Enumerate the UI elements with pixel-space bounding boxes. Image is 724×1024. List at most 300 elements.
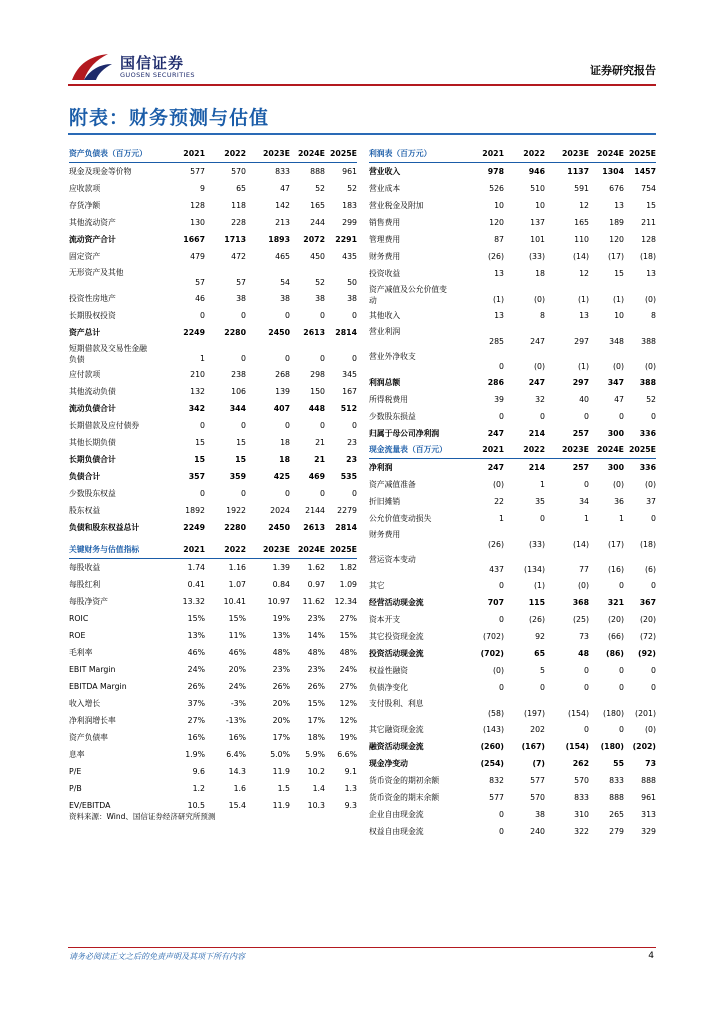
table-row — [369, 738, 656, 755]
cell-value: 1667 — [183, 234, 205, 244]
table-title: 现金流量表（百万元） — [369, 445, 447, 454]
row-label: 营业外净收支 — [369, 352, 416, 361]
table-row — [369, 679, 656, 696]
row-label: ROIC — [69, 614, 89, 623]
cell-value: 0 — [584, 479, 589, 489]
row-label: 息率 — [69, 750, 85, 759]
cell-value: 472 — [231, 251, 246, 261]
table-row — [69, 451, 357, 468]
cell-value: 1457 — [634, 166, 656, 176]
table-row — [369, 408, 656, 425]
cell-value: (180) — [600, 741, 624, 751]
cell-value: 1.4 — [312, 783, 325, 793]
cell-value: 0 — [320, 420, 325, 430]
logo-mark-icon — [70, 50, 114, 84]
cell-value: 279 — [609, 826, 624, 836]
table-row — [69, 163, 357, 180]
cell-value: 437 — [489, 565, 504, 574]
cell-value: 0 — [241, 420, 246, 430]
table-row — [69, 593, 357, 610]
cell-value: 52 — [315, 278, 325, 287]
cell-value: 27% — [187, 715, 205, 725]
source-note: 资料来源：Wind、国信证券经济研究所预测 — [69, 812, 216, 821]
table-row — [69, 265, 357, 290]
cell-value: 946 — [528, 166, 545, 176]
cell-value: 57 — [236, 278, 246, 287]
cell-value: 591 — [574, 183, 589, 193]
cell-value: 15 — [235, 454, 246, 464]
table-row — [369, 577, 656, 594]
table-row — [369, 510, 656, 527]
row-label: 公允价值变动损失 — [369, 514, 432, 523]
cell-value: (0) — [492, 479, 504, 489]
row-label: 流动资产合计 — [69, 235, 116, 244]
cell-value: 52 — [347, 183, 357, 193]
cell-value: (0) — [492, 665, 504, 675]
cell-value: 65 — [534, 648, 545, 658]
cash-flow-table — [369, 441, 656, 840]
cell-value: 46% — [228, 647, 246, 657]
cell-value: (33) — [528, 251, 545, 261]
cell-value: 12 — [579, 200, 589, 210]
cell-value: 257 — [572, 428, 589, 438]
cell-value: 754 — [641, 183, 656, 193]
cell-value: 34 — [579, 496, 589, 506]
cell-value: 286 — [487, 377, 504, 387]
cell-value: 106 — [231, 386, 246, 396]
row-label: 资产总计 — [69, 328, 101, 337]
column-year: 2025E — [329, 148, 357, 158]
row-label: 毛利率 — [69, 648, 93, 657]
cell-value: 407 — [273, 403, 290, 413]
cell-value: 0 — [499, 362, 504, 371]
table-row — [69, 468, 357, 485]
cell-value: 55 — [613, 758, 624, 768]
cell-value: (0) — [533, 362, 545, 371]
cell-value: (260) — [480, 741, 504, 751]
cell-value: 359 — [229, 471, 246, 481]
footer-disclaimer: 请务必阅读正文之后的免责声明及其项下所有内容 — [69, 952, 245, 961]
table-row — [69, 197, 357, 214]
cell-value: 110 — [574, 234, 589, 244]
table-row — [69, 341, 357, 366]
table-row — [369, 789, 656, 806]
table-title: 利润表（百万元） — [369, 149, 432, 158]
cell-value: 425 — [273, 471, 290, 481]
row-label: 无形资产及其他 — [69, 268, 124, 277]
cell-value: 15 — [646, 200, 656, 210]
cell-value: (143) — [483, 724, 504, 734]
row-label: 所得税费用 — [369, 395, 408, 404]
cell-value: 247 — [530, 337, 545, 346]
column-year: 2025E — [628, 444, 656, 454]
cell-value: (20) — [639, 614, 656, 624]
cell-value: 24% — [339, 664, 357, 674]
cell-value: 0 — [651, 580, 656, 590]
row-label: P/E — [69, 767, 82, 776]
cell-value: 0 — [499, 580, 504, 590]
column-year: 2022 — [523, 148, 545, 158]
row-label: 每股净资产 — [69, 597, 108, 606]
cell-value: 2144 — [305, 505, 325, 515]
cell-value: 1.3 — [344, 783, 357, 793]
cell-value: (1) — [577, 362, 589, 371]
cell-value: 150 — [310, 386, 325, 396]
key-ratios-table — [69, 541, 357, 814]
cell-value: (197) — [524, 709, 545, 718]
title-divider — [68, 133, 656, 135]
column-year: 2023E — [561, 148, 589, 158]
cell-value: 15 — [236, 437, 246, 447]
cell-value: 38 — [280, 293, 290, 303]
cell-value: 165 — [574, 217, 589, 227]
cell-value: 0 — [540, 682, 545, 692]
row-label: 资产负债率 — [69, 733, 108, 742]
column-year: 2024E — [297, 544, 325, 554]
cell-value: (702) — [480, 648, 504, 658]
cell-value: (0) — [577, 580, 589, 590]
cell-value: 24% — [228, 681, 246, 691]
cell-value: (58) — [487, 709, 504, 718]
cell-value: 2280 — [224, 327, 246, 337]
cell-value: 313 — [641, 809, 656, 819]
cell-value: 37 — [646, 496, 656, 506]
cell-value: 244 — [310, 217, 325, 227]
cell-value: 0 — [285, 488, 290, 498]
cell-value: (1) — [492, 295, 504, 304]
cell-value: 38 — [535, 809, 545, 819]
cell-value: 1.16 — [228, 562, 246, 572]
column-year: 2024E — [596, 148, 624, 158]
table-row — [69, 746, 357, 763]
cell-value: (14) — [572, 251, 589, 261]
cell-value: 577 — [489, 792, 504, 802]
cell-value: 167 — [342, 386, 357, 396]
cell-value: 2613 — [303, 327, 325, 337]
row-label: EBIT Margin — [69, 665, 116, 674]
table-row — [369, 374, 656, 391]
table-row — [369, 611, 656, 628]
row-label: 资本开支 — [369, 615, 401, 624]
cell-value: 888 — [310, 166, 325, 176]
cell-value: 240 — [530, 826, 545, 836]
cell-value: 570 — [231, 166, 246, 176]
row-label: 其他长期负债 — [69, 438, 116, 447]
cell-value: 247 — [487, 462, 504, 472]
cell-value: 36 — [614, 496, 624, 506]
cell-value: (0) — [644, 724, 656, 734]
cell-value: (1) — [577, 295, 589, 304]
table-row — [369, 349, 656, 374]
cell-value: 0 — [499, 809, 504, 819]
cell-value: 15% — [187, 613, 205, 623]
cell-value: 38 — [236, 293, 246, 303]
table-row — [69, 485, 357, 502]
cell-value: 23% — [307, 664, 325, 674]
cell-value: 17% — [272, 732, 290, 742]
cell-value: 1 — [619, 513, 624, 523]
footer-divider — [68, 947, 656, 948]
row-label: 现金净变动 — [369, 759, 408, 768]
cell-value: (86) — [606, 648, 624, 658]
cell-value: 37% — [187, 698, 205, 708]
row-label: 应收款项 — [69, 184, 101, 193]
cell-value: 0 — [352, 420, 357, 430]
cell-value: 1137 — [567, 166, 589, 176]
cell-value: (18) — [639, 251, 656, 261]
cell-value: 26% — [187, 681, 205, 691]
cell-value: 5.0% — [270, 749, 290, 759]
table-row — [369, 197, 656, 214]
cell-value: 15% — [228, 613, 246, 623]
cell-value: 0 — [619, 411, 624, 421]
cell-value: (1) — [612, 295, 624, 304]
row-label: 长期借款及应付债券 — [69, 421, 140, 430]
cell-value: 2279 — [337, 505, 357, 515]
cell-value: 450 — [310, 251, 325, 261]
row-label: 资产减值及公允价值变 动 — [369, 285, 447, 305]
cell-value: 577 — [190, 166, 205, 176]
cell-value: 0 — [499, 682, 504, 692]
cell-value: 23 — [346, 454, 357, 464]
table-row — [69, 576, 357, 593]
cell-value: 202 — [530, 724, 545, 734]
row-label: 存货净额 — [69, 201, 101, 210]
cell-value: (72) — [639, 631, 656, 641]
cell-value: 118 — [231, 200, 246, 210]
table-title: 关键财务与估值指标 — [69, 545, 140, 554]
table-row — [369, 806, 656, 823]
table-row — [69, 248, 357, 265]
cell-value: (14) — [572, 540, 589, 549]
cell-value: (0) — [612, 479, 624, 489]
cell-value: 21 — [315, 437, 325, 447]
cell-value: 48 — [578, 648, 589, 658]
cell-value: 257 — [572, 462, 589, 472]
table-header-row — [369, 145, 656, 163]
cell-value: (7) — [532, 758, 545, 768]
table-row — [69, 661, 357, 678]
cell-value: 6.6% — [337, 749, 357, 759]
cell-value: 833 — [275, 166, 290, 176]
cell-value: (167) — [521, 741, 545, 751]
cell-value: 10.41 — [223, 596, 246, 606]
table-row — [69, 502, 357, 519]
cell-value: 11% — [228, 630, 246, 640]
cell-value: 833 — [574, 792, 589, 802]
cell-value: 285 — [489, 337, 504, 346]
report-type: 证券研究报告 — [590, 64, 656, 77]
cell-value: 24% — [187, 664, 205, 674]
cell-value: 13 — [494, 310, 504, 320]
cell-value: 707 — [487, 597, 504, 607]
cell-value: 2024 — [270, 505, 290, 515]
row-label: 管理费用 — [369, 235, 401, 244]
table-row — [69, 231, 357, 248]
cell-value: (20) — [607, 614, 624, 624]
row-label: 其他流动负债 — [69, 387, 116, 396]
cell-value: 38 — [315, 293, 325, 303]
cell-value: 1893 — [268, 234, 290, 244]
row-label: 权益性融资 — [369, 666, 408, 675]
cell-value: (18) — [639, 540, 656, 549]
row-label: 股东权益 — [69, 506, 101, 515]
cell-value: 120 — [609, 234, 624, 244]
cell-value: 368 — [572, 597, 589, 607]
cell-value: 214 — [528, 462, 545, 472]
cell-value: 35 — [535, 496, 545, 506]
row-label: ROE — [69, 631, 86, 640]
cell-value: 0 — [499, 826, 504, 836]
cell-value: 14.3 — [228, 766, 246, 776]
row-label: 投资活动现金流 — [369, 649, 424, 658]
table-row — [369, 324, 656, 349]
cell-value: 13 — [646, 268, 656, 278]
cell-value: 130 — [190, 217, 205, 227]
row-label: 长期股权投资 — [69, 311, 116, 320]
cell-value: (0) — [533, 295, 545, 304]
page-number: 4 — [648, 951, 654, 961]
cell-value: 367 — [639, 597, 656, 607]
cell-value: 1.5 — [277, 783, 290, 793]
cell-value: 297 — [574, 337, 589, 346]
cell-value: (154) — [568, 709, 589, 718]
cell-value: 348 — [609, 337, 624, 346]
table-header-row — [69, 145, 357, 163]
table-row — [69, 307, 357, 324]
cell-value: 40 — [579, 394, 589, 404]
row-label: P/B — [69, 784, 82, 793]
cell-value: 2249 — [183, 327, 205, 337]
cell-value: 676 — [609, 183, 624, 193]
table-row — [369, 628, 656, 645]
cell-value: 469 — [308, 471, 325, 481]
cell-value: 19% — [272, 613, 290, 623]
cell-value: 0.97 — [307, 579, 325, 589]
cell-value: 479 — [190, 251, 205, 261]
cell-value: 2613 — [303, 522, 325, 532]
cell-value: 10.2 — [307, 766, 325, 776]
cell-value: 32 — [535, 394, 545, 404]
cell-value: 0 — [320, 488, 325, 498]
cell-value: 2814 — [335, 522, 357, 532]
cell-value: 0 — [320, 354, 325, 363]
cell-value: 1.2 — [192, 783, 205, 793]
row-label: 权益自由现金流 — [369, 827, 424, 836]
cell-value: 2072 — [303, 234, 325, 244]
row-label: 负债合计 — [69, 472, 101, 481]
cell-value: 0 — [619, 724, 624, 734]
row-label: 现金及现金等价物 — [69, 167, 132, 176]
cell-value: 10.97 — [267, 596, 290, 606]
row-label: 流动负债合计 — [69, 404, 116, 413]
row-label: 其他流动资产 — [69, 218, 116, 227]
table-row — [369, 163, 656, 180]
table-row — [69, 290, 357, 307]
cell-value: 15% — [339, 630, 357, 640]
table-row — [369, 282, 656, 307]
cell-value: 23 — [347, 437, 357, 447]
row-label: 投资收益 — [369, 269, 401, 278]
table-row — [69, 780, 357, 797]
cell-value: 1304 — [602, 166, 624, 176]
row-label: 固定资产 — [69, 252, 101, 261]
column-year: 2021 — [482, 148, 504, 158]
cell-value: 297 — [572, 377, 589, 387]
row-label: 财务费用 — [369, 530, 401, 539]
cell-value: 5.9% — [305, 749, 325, 759]
cell-value: 1.9% — [185, 749, 205, 759]
cell-value: 189 — [609, 217, 624, 227]
column-year: 2021 — [183, 148, 205, 158]
cell-value: 1 — [584, 513, 589, 523]
table-row — [69, 519, 357, 536]
row-label: 销售费用 — [369, 218, 401, 227]
cell-value: 214 — [528, 428, 545, 438]
row-label: 折旧摊销 — [369, 497, 401, 506]
cell-value: 336 — [639, 428, 656, 438]
cell-value: -13% — [225, 715, 246, 725]
cell-value: 9 — [200, 183, 205, 193]
cell-value: 18% — [307, 732, 325, 742]
row-label: 其它 — [369, 581, 385, 590]
cell-value: 577 — [530, 775, 545, 785]
table-header-row — [369, 441, 656, 459]
column-year: 2021 — [482, 444, 504, 454]
row-label: EV/EBITDA — [69, 801, 111, 810]
cell-value: 268 — [275, 369, 290, 379]
cell-value: 132 — [190, 386, 205, 396]
cell-value: 13 — [494, 268, 504, 278]
table-row — [69, 383, 357, 400]
row-label: 每股红利 — [69, 580, 101, 589]
cell-value: 0 — [540, 513, 545, 523]
row-label: 营业税金及附加 — [369, 201, 424, 210]
row-label: 短期借款及交易性金融 负债 — [69, 344, 147, 364]
cell-value: (0) — [644, 362, 656, 371]
cell-value: 15.4 — [228, 800, 246, 810]
cell-value: 13.32 — [182, 596, 205, 606]
table-row — [369, 307, 656, 324]
cell-value: 48% — [339, 647, 357, 657]
table-row — [369, 755, 656, 772]
cell-value: 52 — [646, 394, 656, 404]
table-row — [69, 366, 357, 383]
cell-value: (154) — [565, 741, 589, 751]
cell-value: 0 — [241, 310, 246, 320]
cell-value: 16% — [187, 732, 205, 742]
row-label: 营业利润 — [369, 327, 401, 336]
row-label: 每股收益 — [69, 563, 101, 572]
cell-value: 13% — [187, 630, 205, 640]
row-label: 其他收入 — [369, 311, 401, 320]
table-row — [369, 696, 656, 721]
column-year: 2022 — [224, 544, 246, 554]
cell-value: 0 — [540, 411, 545, 421]
cell-value: 265 — [609, 809, 624, 819]
cell-value: 0 — [651, 513, 656, 523]
cell-value: (254) — [480, 758, 504, 768]
cell-value: 48% — [272, 647, 290, 657]
column-year: 2024E — [297, 148, 325, 158]
cell-value: (17) — [607, 251, 624, 261]
column-year: 2025E — [628, 148, 656, 158]
balance-sheet-table — [69, 145, 357, 536]
cell-value: 0 — [352, 310, 357, 320]
table-row — [369, 248, 656, 265]
cell-value: 1 — [540, 479, 545, 489]
cell-value: 344 — [229, 403, 246, 413]
